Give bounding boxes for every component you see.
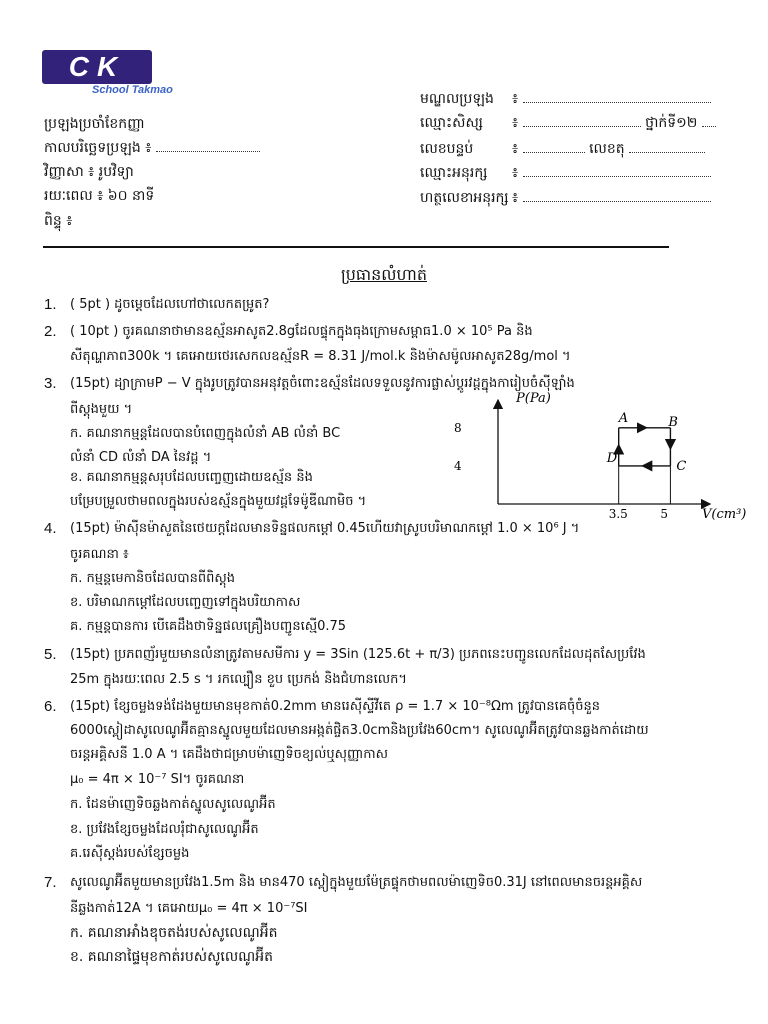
point-label-B: B: [668, 414, 678, 430]
x-tick-label: 3.5: [608, 507, 628, 521]
pv-axes: [454, 391, 746, 522]
question-3-part-b-1: ខ. គណនាកម្មន្តសរុបដែលបញ្ចេញដោយឧស្ម័ន និង: [70, 470, 313, 485]
logo-letters: CK: [68, 51, 126, 82]
pv-marks: [606, 411, 687, 504]
question-3-number: 3.: [44, 375, 57, 392]
question-1-text: ( 5pt ) ដូចម្ដេចដែលហៅថាលេកតម្រូត?: [70, 297, 270, 312]
question-3-part-a-2: លំនាំ CD លំនាំ DA នៃវដ្ដ ។: [70, 450, 212, 465]
question-3-part-b-2: បម្រែបម្រួលថាមពលក្នុងរបស់ឧស្ម័នក្នុងមួយវដ្ដទែម៉ូឌីណាមិច ។: [70, 494, 367, 509]
point-label-D: D: [606, 450, 618, 466]
header-right-row-1: [420, 88, 494, 110]
score-label: ពិន្ទុ ៖: [44, 213, 73, 229]
question-6-number: 6.: [44, 698, 57, 715]
question-6-line-4: μ₀ = 4π × 10⁻⁷ SI។ ចូរគណនា: [70, 772, 245, 787]
question-5-line-1: (15pt) ប្រភពញ័រមួយមានលំនាត្រូវតាមសមីការ y = 3Sin (125.6t + π/3) ប្រភពនេះបញ្ជូនលេកដែលដុតសែប្រវែង: [70, 647, 646, 662]
exam-date-label: កាលបរិច្ឆេទប្រឡង ៖: [44, 140, 152, 156]
question-4-part-b: ខ. បរិមាណកម្ដៅដែលបញ្ចេញទៅក្នុងបរិយាកាស: [70, 595, 301, 610]
question-7-number: 7.: [44, 874, 57, 891]
question-2-number: 2.: [44, 323, 57, 340]
room-number-label: លេខបន្ទប់: [420, 141, 474, 157]
desk-number-label: លេខតុ: [589, 141, 625, 157]
question-7-part-b: ខ. គណនាផ្ទៃមុខកាត់របស់សូលេណូអ៊ីត: [70, 949, 274, 965]
y-axis-label: P(Pa): [516, 391, 551, 406]
exam-date-row: [44, 137, 260, 159]
section-title: ប្រធានលំហាត់: [340, 265, 427, 284]
pv-diagram: [440, 391, 747, 526]
question-3-line-2: ពីស្តុងមួយ ។: [70, 402, 133, 417]
question-7-part-a: ក. គណនាអាំងឌុចតង់របស់សូលេណូអ៊ីត: [70, 925, 278, 941]
header-divider: [43, 246, 669, 248]
proctor-signature-label: ហត្ថលេខាអនុរក្ស: [420, 190, 509, 206]
question-6-part-b: ខ. ប្រវែងខ្សែចម្លងដែលរុំជាសូលេណូអ៊ីត: [70, 822, 259, 837]
x-tick-label: 5: [660, 507, 669, 521]
question-6-part-c: គ.រេស៊ីស្តង់របស់ខ្សែចម្លង: [70, 846, 190, 861]
exam-center-label: មណ្ឌលប្រឡង: [420, 91, 494, 107]
question-4-line-2: ចូរគណនា ៖: [70, 547, 129, 562]
exam-title: ប្រឡងប្រចាំខែកញ្ញា: [44, 116, 145, 132]
question-2-line-2: សីតុណ្ហភាព300k ។ គេអោយថេរសេកលឧស្ម័នR = 8.31 J/mol.k និងម៉ាសម៉ូលអាសូត28g/mol ។: [70, 349, 571, 364]
x-axis-label: V(cm³): [702, 507, 747, 522]
duration-label: រយៈពេល ៖ ៦០ នាទី: [44, 188, 155, 204]
question-3-line-1: (15pt) ដ្យាក្រាមP − V ក្នុងរូបត្រូវបានអនុវត្តចំពោះឧស្ម័នដែលទទួលនូវការផ្លាស់ប្ដូរវដ្ដក្នុងការៀបចំស៊ីឡាំង: [70, 376, 575, 391]
question-6-line-1: (15pt) ខ្សែចម្លងទង់ដែងមួយមានមុខកាត់0.2mm មានរេស៊ីស្ទីវីតេ ρ = 1.7 × 10⁻⁸Ωm ត្រូវបានគេចុំចំនួន: [70, 699, 600, 714]
question-4-line-1: (15pt) ម៉ាស៊ីនម៉ាសួតនៃថេយក្តដែលមានទិន្នផលកម្ដៅ 0.45ហើយវាស្រូបបរិមាណកម្ដៅ 1.0 × 10⁶ J ។: [70, 521, 580, 536]
question-5-number: 5.: [44, 646, 57, 663]
exam-center-field: ៖: [512, 88, 711, 110]
question-4-part-a: ក. កម្មន្តមេកានិចដែលបានពីពិស្តុង: [70, 571, 236, 586]
question-3-part-a-1: ក. គណនាកម្មន្តដែលបានបំពេញក្នុងលំនាំ AB លំនាំ BC: [70, 426, 341, 441]
question-7-line-2: នីឆ្លងកាត់12A ។ គេអោយμ₀ = 4π × 10⁻⁷SI: [70, 901, 308, 916]
logo-subtitle: School Takmao: [92, 84, 173, 96]
question-2-line-1: ( 10pt ) ចូរគណនាថាមានឧស្ម័នអាសូត2.8gដែលផ្ទុកក្នុងធុងក្រោមសម្ពាធ1.0 × 10⁵ Pa និង: [70, 324, 533, 339]
proctor-name-field: ៖: [512, 162, 711, 184]
student-name-field: ៖ ថ្នាក់ទី១២: [512, 112, 716, 134]
question-1-number: 1.: [44, 296, 57, 313]
question-6-line-3: ចរន្តអគ្គិសនី 1.0 A ។ គេដឹងថាជម្រាបម៉ាញេទិចខ្យល់ឬសុញ្ញាកាស: [70, 747, 388, 762]
question-6-line-2: 6000ស្ពៀដាសូលេណូអ៊ីតគ្មានស្នូលមួយដែលមានអង្កត់ផ្ចិត3.0cmនិងប្រវែង60cm។ សូលេណូអ៊ីតត្រូវបានឆ្លងកាត់ដោយ: [70, 723, 649, 738]
point-label-A: A: [618, 410, 629, 426]
question-6-part-a: ក. ដែនម៉ាញេទិចឆ្លងកាត់ស្នូលសូលេណូអ៊ីត: [70, 797, 276, 812]
student-name-label: ឈ្មោះសិស្ស: [420, 115, 483, 131]
y-tick-label: 4: [454, 458, 462, 473]
proctor-signature-field: ៖: [512, 187, 711, 209]
question-7-line-1: សូលេណូអ៊ីតមួយមានប្រវែង1.5m និង មាន470 ស្ពៀក្នុងមួយម៉ែត្រផ្ទុកថាមពលម៉ាញេទិច0.31J នៅពេលមានចរន្តអគ្គិស: [70, 875, 643, 890]
question-5-line-2: 25m ក្នុងរយៈពេល 2.5 s ។ រកល្បឿន ខួប ប្រេកង់ និងជំហានលេក។: [70, 672, 407, 687]
grade-label: ថ្នាក់ទី១២: [645, 115, 698, 131]
point-label-C: C: [676, 458, 687, 474]
proctor-name-label: ឈ្មោះអនុរក្ស: [420, 165, 488, 181]
subject-label: វិញ្ញាសា ៖ រូបវិទ្យា: [44, 164, 134, 180]
room-number-field: ៖ លេខតុ: [512, 138, 705, 160]
question-4-number: 4.: [44, 520, 57, 537]
question-4-part-c: គ. កម្មន្តបានការ បើគេដឹងថាទិន្នផលគ្រឿងបញ្ជូនស្មើ0.75: [70, 619, 347, 634]
y-tick-label: 8: [454, 420, 462, 435]
school-logo: [42, 50, 152, 84]
